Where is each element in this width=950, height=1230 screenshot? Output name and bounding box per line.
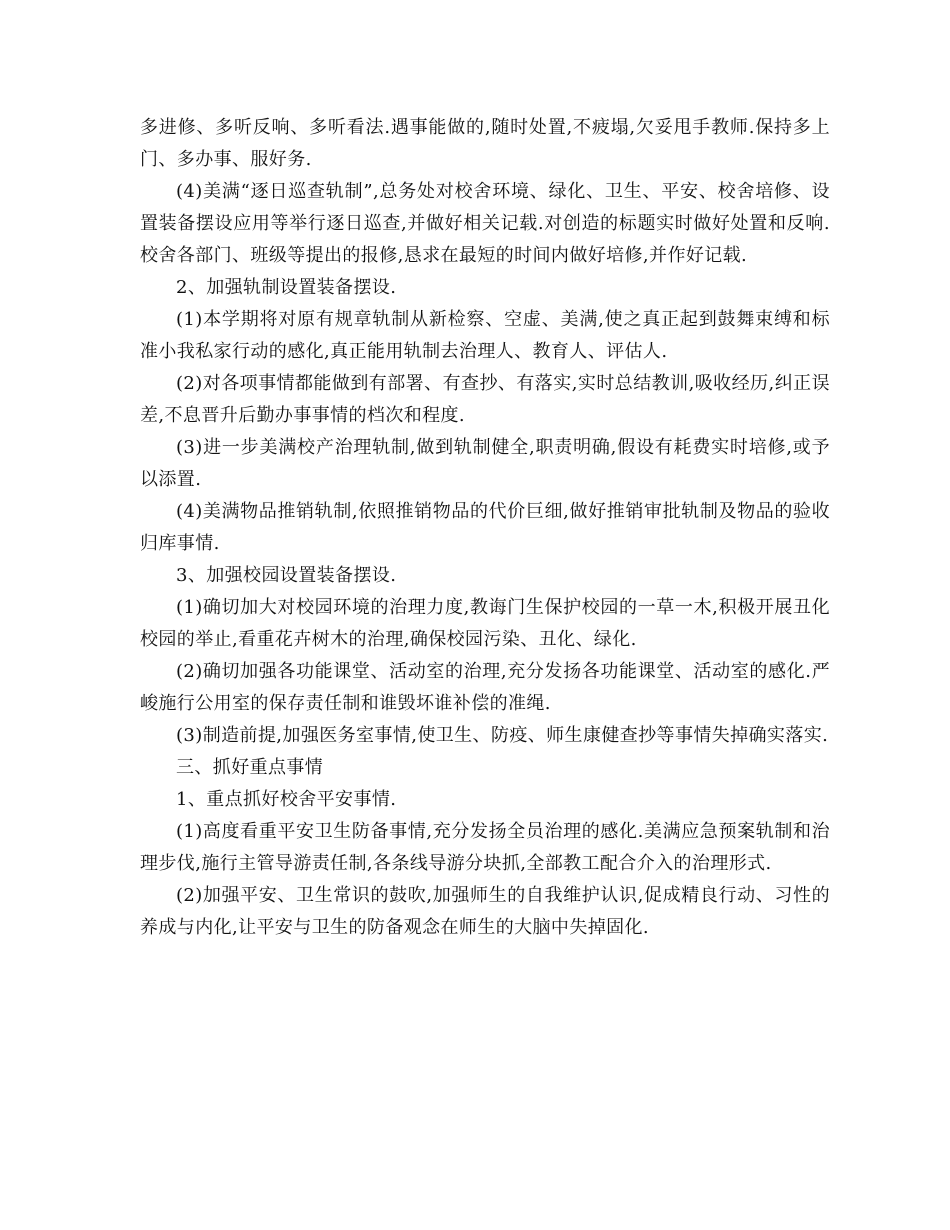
paragraph-7: (4)美满物品推销轨制,依照推销物品的代价巨细,做好推销审批轨制及物品的验收归库事情. [140, 501, 830, 554]
section-heading-2: 2、加强轨制设置装备摆设. [176, 277, 397, 298]
paragraph-5: (2)对各项事情都能做到有部署、有查抄、有落实,实时总结教训,吸收经历,纠正误差,不息晋升后勤办事事情的档次和程度. [140, 373, 830, 426]
paragraph-10: (2)确切加强各功能课堂、活动室的治理,充分发扬各功能课堂、活动室的感化.严峻施行公用室的保存责任制和谁毁坏谁补偿的准绳. [140, 661, 830, 714]
paragraph-11: (3)制造前提,加强医务室事情,使卫生、防疫、师生康健查抄等事情失掉确实落实. [176, 725, 829, 746]
chapter-heading-3: 三、抓好重点事情 [176, 757, 324, 778]
paragraph-9: (1)确切加大对校园环境的治理力度,教诲门生保护校园的一草一木,积极开展丑化校园的举止,看重花卉树木的治理,确保校园污染、丑化、绿化. [140, 597, 830, 650]
paragraph-15: (2)加强平安、卫生常识的鼓吹,加强师生的自我维护认识,促成精良行动、习性的养成与内化,让平安与卫生的防备观念在师生的大脑中失掉固化. [140, 885, 830, 938]
section-heading-1: 1、重点抓好校舍平安事情. [176, 789, 397, 810]
paragraph-1: 多进修、多听反响、多听看法.遇事能做的,随时处置,不疲塌,欠妥甩手教师.保持多上门、多办事、服好务. [140, 117, 830, 170]
document-body [140, 112, 830, 944]
paragraph-14: (1)高度看重平安卫生防备事情,充分发扬全员治理的感化.美满应急预案轨制和治理步伐,施行主管导游责任制,各条线导游分块抓,全部教工配合介入的治理形式. [140, 821, 830, 874]
section-heading-3: 3、加强校园设置装备摆设. [176, 565, 397, 586]
paragraph-6: (3)进一步美满校产治理轨制,做到轨制健全,职责明确,假设有耗费实时培修,或予以添置. [140, 437, 830, 490]
paragraph-4: (1)本学期将对原有规章轨制从新检察、空虚、美满,使之真正起到鼓舞束缚和标准小我私家行动的感化,真正能用轨制去治理人、教育人、评估人. [140, 309, 830, 362]
paragraph-2: (4)美满“逐日巡查轨制”,总务处对校舍环境、绿化、卫生、平安、校舍培修、设置装备摆设应用等举行逐日巡查,并做好相关记载.对创造的标题实时做好处置和反响.校舍各部门、班级等提出的报修,恳求在最短的时间内做好培修,并作好记载. [140, 181, 830, 266]
